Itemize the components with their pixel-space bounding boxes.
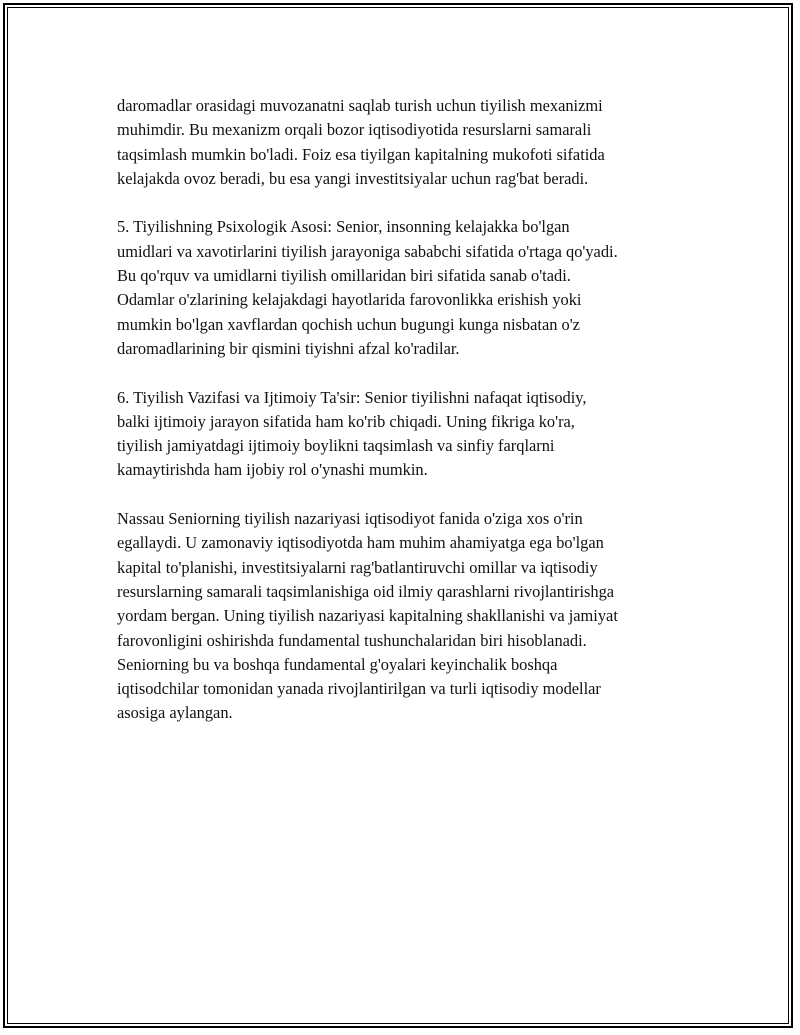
text-line: 6. Tiyilish Vazifasi va Ijtimoiy Ta'sir: Senior tiyilishni nafaqat iqtisodiy, — [117, 387, 587, 407]
text-line: kamaytirishda ham ijobiy rol o'ynashi mumkin. — [117, 460, 428, 480]
text-line: Nassau Seniorning tiyilish nazariyasi iqtisodiyot fanida o'ziga xos o'rin — [117, 509, 583, 529]
text-line: resurslarning samarali taqsimlanishiga oid ilmiy qarashlarni rivojlantirishga — [117, 581, 615, 601]
paragraph-continuation — [117, 94, 697, 191]
text-line: 5. Tiyilishning Psixologik Asosi: Senior, insonning kelajakka bo'lgan — [117, 217, 570, 237]
text-line: yordam bergan. Uning tiyilish nazariyasi kapitalning shakllanishi va jamiyat — [117, 606, 618, 626]
text-line: asosiga aylangan. — [117, 703, 233, 723]
paragraph-point-5 — [117, 215, 697, 361]
text-line: egallaydi. U zamonaviy iqtisodiyotda ham muhim ahamiyatga ega bo'lgan — [117, 533, 604, 553]
document-body — [117, 94, 697, 750]
text-line: balki ijtimoiy jarayon sifatida ham ko'rib chiqadi. Uning fikriga ko'ra, — [117, 411, 575, 431]
text-line: taqsimlash mumkin bo'ladi. Foiz esa tiyilgan kapitalning mukofoti sifatida — [117, 144, 605, 164]
text-line: muhimdir. Bu mexanizm orqali bozor iqtisodiyotida resurslarni samarali — [117, 120, 592, 140]
text-line: kapital to'planishi, investitsiyalarni rag'batlantiruvchi omillar va iqtisodiy — [117, 557, 598, 577]
text-line: Bu qo'rquv va umidlarni tiyilish omillaridan biri sifatida sanab o'tadi. — [117, 266, 571, 286]
paragraph-point-6 — [117, 386, 697, 483]
text-line: iqtisodchilar tomonidan yanada rivojlantirilgan va turli iqtisodiy modellar — [117, 679, 601, 699]
paragraph-conclusion — [117, 507, 697, 726]
text-line: mumkin bo'lgan xavflardan qochish uchun bugungi kunga nisbatan o'z — [117, 314, 580, 334]
text-line: umidlari va xavotirlarini tiyilish jarayoniga sababchi sifatida o'rtaga qo'yadi. — [117, 241, 618, 261]
text-line: daromadlar orasidagi muvozanatni saqlab turish uchun tiyilish mexanizmi — [117, 96, 603, 115]
text-line: tiyilish jamiyatdagi ijtimoiy boylikni taqsimlash va sinfiy farqlarni — [117, 436, 555, 456]
text-line: daromadlarining bir qismini tiyishni afzal ko'radilar. — [117, 338, 460, 358]
text-line: Seniorning bu va boshqa fundamental g'oyalari keyinchalik boshqa — [117, 654, 558, 674]
text-line: farovonligini oshirishda fundamental tushunchalaridan biri hisoblanadi. — [117, 630, 587, 650]
text-line: kelajakda ovoz beradi, bu esa yangi investitsiyalar uchun rag'bat beradi. — [117, 168, 589, 188]
text-line: Odamlar o'zlarining kelajakdagi hayotlarida farovonlikka erishish yoki — [117, 290, 582, 310]
